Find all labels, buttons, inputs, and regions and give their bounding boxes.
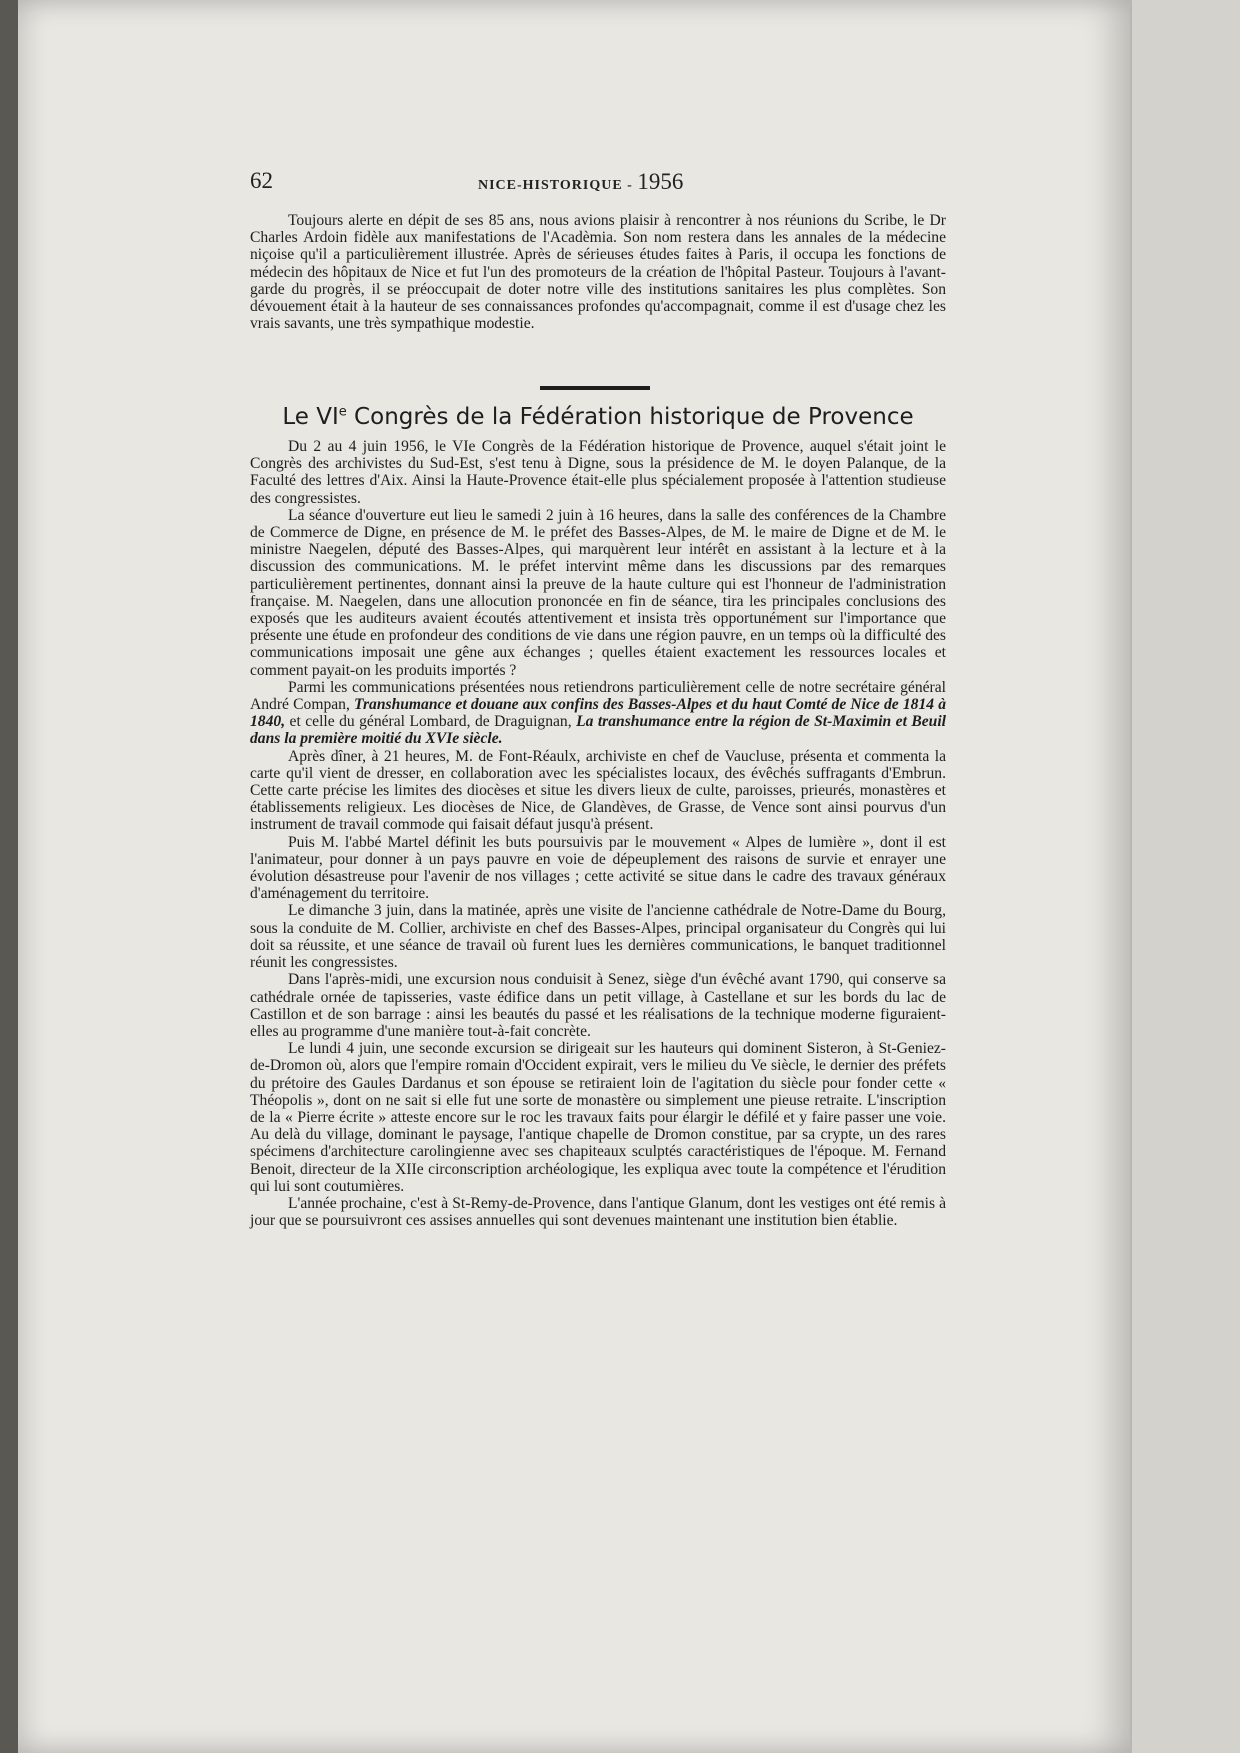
article-paragraph-9: L'année prochaine, c'est à St-Remy-de-Provence, dans l'antique Glanum, dont les vestiges ont été remis à jour que se poursuivront ces assises annuelles qui sont devenues maintenant une institution bien établie. xyxy=(250,1194,946,1230)
article-paragraph-3 xyxy=(250,679,946,748)
article-title-superscript: e xyxy=(338,404,347,420)
article-paragraph-5: Puis M. l'abbé Martel définit les buts poursuivis par le mouvement « Alpes de lumière », dont il est l'animateur, pour donner à un pays pauvre en voie de dépeuplement des raisons de survie et enrayer une évolution désastreuse pour l'avenir de nos villages ; cette activité se situe dans le cadre des travaux généraux d'aménagement du territoire. xyxy=(250,833,946,903)
article-body xyxy=(250,438,946,1229)
page-number: 62 xyxy=(250,168,273,193)
article-paragraph-2: La séance d'ouverture eut lieu le samedi 2 juin à 16 heures, dans la salle des conférences de la Chambre de Commerce de Digne, en présence de M. le préfet des Basses-Alpes, de M. le maire de Digne et de M. le ministre Naegelen, député des Basses-Alpes, qui marquèrent leur intérêt en assistant à la lecture et à la discussion des communications. M. le préfet intervint même dans les discussions par des remarques particulièrement pertinentes, donnant ainsi la preuve de la haute culture qui est l'honneur de l'administration française. M. Naegelen, dans une allocution prononcée en fin de séance, tira les principales conclusions des exposés que les auditeurs avaient écoutés attentivement et insista très opportunément sur l'importance que présente une étude en profondeur des conditions de vie dans une région pauvre, en un temps où la difficulté des communications imposait une gêne aux échanges ; quelles étaient exactement les ressources locales et comment payait-on les produits importés ? xyxy=(250,506,946,679)
header-separator: - xyxy=(622,178,638,193)
article-paragraph-6: Le dimanche 3 juin, dans la matinée, après une visite de l'ancienne cathédrale de Notre-Dame du Bourg, sous la conduite de M. Collier, archiviste en chef des Basses-Alpes, principal organisateur du Congrès qui lui doit sa réussite, et une séance de travail où furent lues les dernières communications, le banquet traditionnel réunit les congressistes. xyxy=(250,902,946,972)
paragraph-3-text-c: et celle du général Lombard, de Draguignan, xyxy=(285,713,577,731)
article-title-end: Congrès de la Fédération historique de Provence xyxy=(346,404,914,430)
obituary-paragraph: Toujours alerte en dépit de ses 85 ans, nous avions plaisir à rencontrer à nos réunions du Scribe, le Dr Charles Ardoin fidèle aux manifestations de l'Acadèmia. Son nom restera dans les annales de la médecine niçoise qu'il a particulièrement illustrée. Après de sérieuses études faites à Paris, il occupa les fonctions de médecin des hôpitaux de Nice et fut l'un des promoteurs de la création de l'hôpital Pasteur. Toujours à l'avant-garde du progrès, il se préoccupait de doter notre ville des institutions sanitaires les plus complètes. Son dévouement était à la hauteur de ses connaissances profondes qu'accompagnait, comme il est d'usage chez les vrais savants, une très sympathique modestie. xyxy=(250,212,946,333)
section-divider-rule xyxy=(540,386,650,390)
page-left-edge xyxy=(0,0,18,1753)
journal-name: NICE-HISTORIQUE xyxy=(478,178,623,193)
article-title xyxy=(250,404,946,430)
lombard-paper-title: La transhumance entre la région de St-Maximin et Beuil dans la première moitié du XVIe siècle. xyxy=(250,713,947,748)
obituary-paragraph-block xyxy=(250,212,946,332)
article-title-start: Le VI xyxy=(282,404,339,430)
paragraph-3-text-a: Parmi les communications présentées nous retiendrons particulièrement celle de notre secrétaire général André Compan, xyxy=(250,678,946,714)
compan-paper-title: Transhumance et douane aux confins des Basses-Alpes et du haut Comté de Nice de 1814 à 1840, xyxy=(250,696,946,731)
article-paragraph-7: Dans l'après-midi, une excursion nous conduisit à Senez, siège d'un évêché avant 1790, qui conserve sa cathédrale ornée de tapisseries, vaste édifice dans un petit village, à Castellane et sur les bords du lac de Castillon et de son barrage : ainsi les beautés du passé et les réalisations de la technique moderne figuraient-elles au programme d'une manière tout-à-fait concrète. xyxy=(250,971,946,1040)
journal-year: 1956 xyxy=(637,169,684,194)
next-page-edge xyxy=(1130,0,1240,1753)
running-title xyxy=(478,168,683,200)
article-paragraph-1: Du 2 au 4 juin 1956, le VIe Congrès de la Fédération historique de Provence, auquel s'était joint le Congrès des archivistes du Sud-Est, s'est tenu à Digne, sous la présidence de M. le doyen Palanque, de la Faculté des lettres d'Aix. Ainsi la Haute-Provence était-elle plus spécialement proposée à l'attention studieuse des congressistes. xyxy=(250,438,946,507)
article-paragraph-4: Après dîner, à 21 heures, M. de Font-Réaulx, archiviste en chef de Vaucluse, présenta et commenta la carte qu'il vient de dresser, en collaboration avec les spécialistes locaux, des évêchés suffragants d'Embrun. Cette carte précise les limites des diocèses et situe les divers lieux de culte, paroisses, prieurés, monastères et établissements religieux. Les diocèses de Nice, de Glandèves, de Grasse, de Vence sont ainsi pourvus d'un instrument de travail commode qui faisait défaut jusqu'à présent. xyxy=(250,747,946,834)
running-header xyxy=(250,168,950,204)
article-paragraph-8: Le lundi 4 juin, une seconde excursion se dirigeait sur les hauteurs qui dominent Sisteron, à St-Geniez-de-Dromon où, alors que l'empire romain d'Occident expirait, vers le milieu du Ve siècle, le dernier des préfets du prétoire des Gaules Dardanus et son épouse se retiraient loin de l'agitation du siècle pour fonder cette « Théopolis », dont on ne sait si elle fut une sorte de monastère ou simplement une pieuse retraite. L'inscription de la « Pierre écrite » atteste encore sur le roc les travaux faits pour élargir le défilé et y faire passer une voie. Au delà du village, dominant le paysage, l'antique chapelle de Dromon constitue, par sa crypte, un des rares spécimens d'architecture carolingienne avec ses chapiteaux sculptés caractéristiques de l'époque. M. Fernand Benoit, directeur de la XIIe circonscription archéologique, les expliqua avec toute la compétence et l'érudition qui lui sont coutumières. xyxy=(250,1040,946,1195)
